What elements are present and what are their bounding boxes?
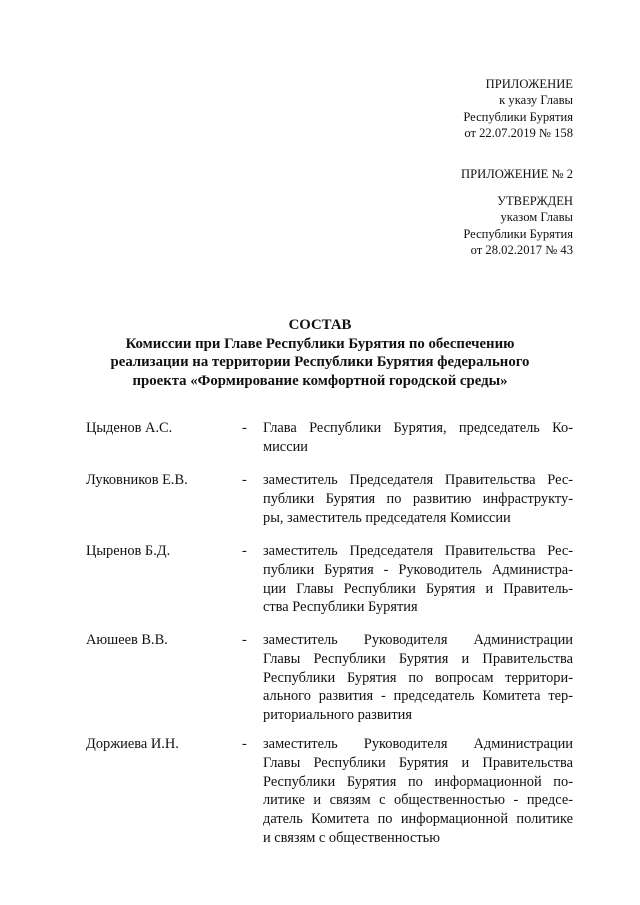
member-role — [263, 542, 573, 617]
approved-date-number: от 28.02.2017 № 43 — [470, 242, 573, 257]
document-title — [0, 316, 640, 390]
member-role-line: публики Бурятия по развитию инфраструкту- — [263, 490, 573, 507]
approved-block — [463, 193, 573, 258]
member-role-line: датель Комитета по информационной политике — [263, 811, 573, 828]
appendix-date-number: от 22.07.2019 № 158 — [464, 125, 573, 140]
member-role-line: ства Республики Бурятия — [263, 599, 418, 616]
title-line: Комиссии при Главе Республики Бурятия по обеспечению — [125, 335, 515, 352]
title-heading: СОСТАВ — [288, 317, 352, 333]
member-role-line: ции Главы Республики Бурятия и Правитель- — [263, 580, 573, 597]
member-role-line: Главы Республики Бурятия и Правительства — [263, 754, 573, 771]
member-role — [263, 419, 573, 457]
member-role-line: Республики Бурятия по информационной по- — [263, 773, 573, 790]
member-name: Доржиева И.Н. — [86, 736, 179, 752]
approved-republic: Республики Бурятия — [463, 226, 573, 241]
member-dash: - — [242, 632, 247, 648]
member-dash: - — [242, 543, 247, 559]
member-role-line: ры, заместитель председателя Комиссии — [263, 509, 511, 526]
member-role-line: риториального развития — [263, 707, 412, 724]
member-role-line: и связям с общественностью — [263, 829, 440, 846]
member-role-line: заместитель Председателя Правительства Рес- — [263, 543, 573, 559]
title-line: проекта «Формирование комфортной городской среды» — [132, 372, 508, 389]
appendix-republic: Республики Бурятия — [463, 109, 573, 124]
appendix-decree-ref: к указу Главы — [499, 93, 573, 108]
member-role-line: заместитель Руководителя Администрации — [263, 736, 573, 752]
member-name: Луковников Е.В. — [86, 472, 188, 488]
member-role-line: заместитель Руководителя Администрации — [263, 632, 573, 648]
member-role — [263, 471, 573, 527]
member-name: Аюшеев В.В. — [86, 632, 168, 648]
member-role-line: Глава Республики Бурятия, председатель Ко- — [263, 420, 573, 436]
member-role-line: публики Бурятия - Руководитель Администра- — [263, 561, 573, 578]
member-role — [263, 735, 573, 848]
member-dash: - — [242, 736, 247, 752]
appendix-block — [463, 76, 573, 141]
appendix-title: ПРИЛОЖЕНИЕ — [485, 77, 573, 91]
member-role-line: Республики Бурятия по вопросам территори- — [263, 669, 573, 686]
member-name: Цыренов Б.Д. — [86, 543, 171, 559]
member-role — [263, 631, 573, 725]
member-name: Цыденов А.С. — [86, 420, 173, 436]
appendix2-block — [461, 166, 573, 182]
title-line: реализации на территории Республики Бурятия федерального — [110, 354, 530, 371]
approved-title: УТВЕРЖДЕН — [497, 194, 573, 208]
member-role-line: миссии — [263, 438, 308, 455]
member-dash: - — [242, 420, 247, 436]
member-role-line: литике и связям с общественностью - предсе- — [263, 792, 573, 809]
member-role-line: ального развития - председатель Комитета тер- — [263, 688, 573, 705]
member-role-line: заместитель Председателя Правительства Рес- — [263, 472, 573, 488]
member-dash: - — [242, 472, 247, 488]
member-role-line: Главы Республики Бурятия и Правительства — [263, 650, 573, 667]
appendix2-title: ПРИЛОЖЕНИЕ № 2 — [461, 167, 573, 181]
approved-decree-ref: указом Главы — [500, 210, 573, 225]
